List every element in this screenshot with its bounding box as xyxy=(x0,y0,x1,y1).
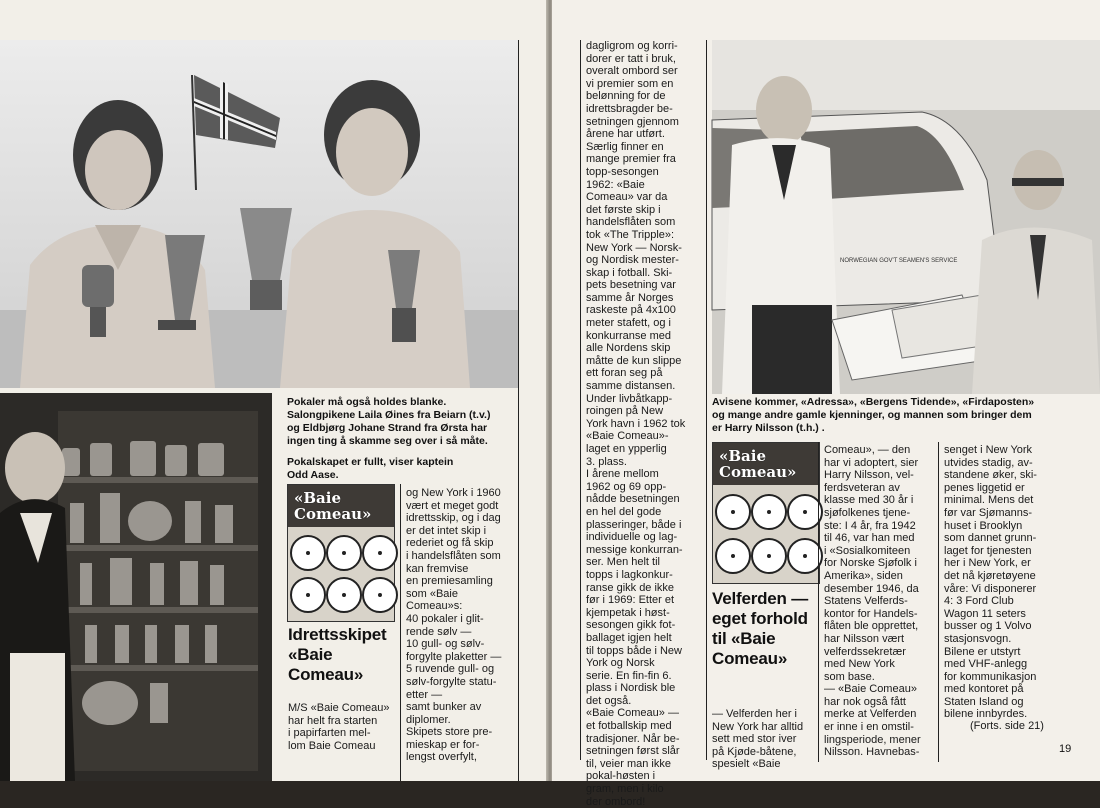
column-rule xyxy=(818,442,819,762)
article-column-a: dagligrom og korri- dorer er tatt i bruk, overalt ombord ser vi premier som en belønning for de idrettsbragder be- setningen gjennom årene har utført. Særlig finner en mange premier fra topp-sesongen 1962: «Baie Comeau» var da det første skip i handelsflåten som tok «The Tripple»: New York — Norsk- og Nordisk mester- skap i fotball. Ski- pets besetning var samme år Norges raskeste på 4x100 meter stafett, og i konkurranse med alle Nordens skip måtte de kun slippe ett foran seg på samme distansen. Under livbåtkapp- roingen på New York havn i 1962 tok «Baie Comeau»- laget en ypperlig 3. plass. I årene mellom 1962 og 69 opp- nådde besetningen en hel del gode plasseringer, både i individuelle og lag- messige konkurran- ser. Men helt til topps i lagkonkur- ranse gikk de ikke før i 1969: Etter et kjempetak i høst- sesongen gikk fot- ballaget igjen helt til topps både i New York og Norsk serie. En fin-fin 6. plass i Nordisk ble det også. «Baie Comeau» — et fotballskip med tradisjoner. Når be- setningen først slår til, veier man ikke pokal-høsten i gram, men i kilo der ombord! xyxy=(586,40,686,808)
article-headline: Velferden — eget forhold til «Baie Comeau» xyxy=(712,589,809,668)
baie-comeau-logo xyxy=(712,442,820,584)
photo-stewardesses-with-trophies xyxy=(0,40,518,388)
top-photo-caption: Pokaler må også holdes blanke. Salongpikene Laila Øines fra Beiarn (t.v.) og Eldbjørg Johane Strand fra Ørsta har ingen ting å skamme seg over i så måte. xyxy=(287,396,491,447)
article-column-b: — Velferden her i New York har alltid sett med stor iver på Kjøde-båtene, spesielt «Baie xyxy=(712,708,804,771)
continued-note: (Forts. side 21) xyxy=(970,720,1044,732)
baie-comeau-logo xyxy=(287,484,395,622)
article-headline: Idrettsskipet «Baie Comeau» xyxy=(288,625,387,684)
bottom-photo-caption: Pokalskapet er fullt, viser kaptein Odd Aase. xyxy=(287,456,454,481)
logo-text: «Baie Comeau» xyxy=(294,489,372,523)
column-rule xyxy=(706,40,707,760)
page-vertical-rule xyxy=(580,40,581,760)
article-column-c: Comeau», — den har vi adoptert, sier Harry Nilsson, vel- ferdsveteran av klasse med 30 år i sjøfolkenes tjene- ste: I 4 år, fra 1942 til 46, var han med i «Sosialkomiteen for Norske Sjøfolk i Amerika», siden desember 1946, da Statens Velferds- kontor for Handels- flåten ble opprettet, har Nilsson vært velferdssekretær med New York som base. — «Baie Comeau» har nok også fått merke at Velferden er inne i en omstil- lingsperiode, mener Nilsson. Havnebas- xyxy=(824,444,921,759)
logo-text: «Baie Comeau» xyxy=(719,447,797,481)
photo-newspaper-delivery xyxy=(712,40,1100,394)
page-vertical-rule xyxy=(518,40,519,781)
column-rule xyxy=(400,484,401,781)
article-column-2: og New York i 1960 vært et meget godt idrettsskip, og i dag er det intet skip i rederiet og få skip i handelsflåten som kan fremvise en premiesamling som «Baie Comeau»s: 40 pokaler i glit- rende sølv — 10 gull- og sølv- forgylte plaketter — 5 ruvende gull- og sølv-forgylte statu- etter — samt bunker av diplomer. Skipets store pre- mieskap er for- lengst overfylt, xyxy=(406,487,502,764)
record-discs-icon xyxy=(288,527,394,621)
record-discs-icon xyxy=(713,485,819,583)
photo-captain-trophy-cabinet xyxy=(0,393,272,781)
left-page xyxy=(0,0,548,781)
van-lettering: NORWEGIAN GOV'T SEAMEN'S SERVICE xyxy=(840,258,958,264)
column-rule xyxy=(938,442,939,762)
right-page xyxy=(552,0,1100,808)
article-column-1: M/S «Baie Comeau» har helt fra starten i papirfarten mel- lom Baie Comeau xyxy=(288,702,390,752)
photo-caption: Avisene kommer, «Adressa», «Bergens Tidende», «Firdaposten» og mange andre gamle kjenninger, og mannen som bringer dem er Harry Nilsson (t.h.) . xyxy=(712,396,1035,434)
article-column-d: senget i New York utvides stadig, av- standene øker, ski- penes liggetid er minimal. Mens det før var Sjømanns- huset i Brooklyn som dannet grunn- laget for tjenesten her i New York, er det nå kjøretøyene våre: Vi disponerer 4: 3 Ford Club Wagon 11 seters busser og 1 Volvo stasjonsvogn. Bilene er utstyrt med VHF-anlegg for kommunikasjon med kontoret på Staten Island og bilene innbyrdes. xyxy=(944,444,1037,721)
page-number: 19 xyxy=(1059,743,1072,755)
